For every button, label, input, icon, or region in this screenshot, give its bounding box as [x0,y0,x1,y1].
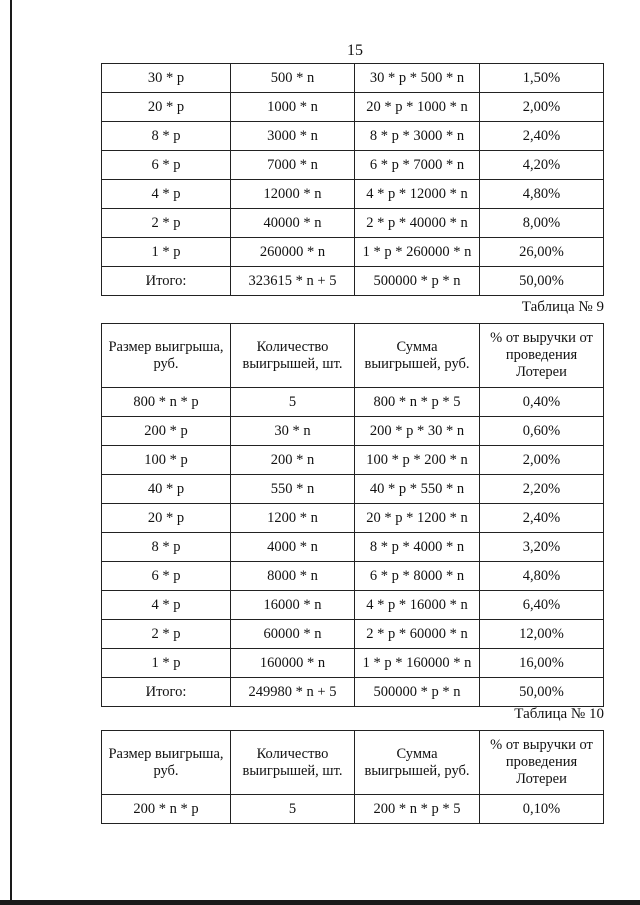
prize-count-cell: 260000 * n [231,238,355,267]
revenue-percent-cell: 2,40% [480,504,604,533]
table-row [102,238,604,267]
prize-size-cell: 4 * p [102,591,231,620]
prize-sum-cell: 500000 * p * n [355,678,480,707]
table-10 [101,730,604,824]
prize-count-cell: 200 * n [231,446,355,475]
prize-count-cell: 249980 * n + 5 [231,678,355,707]
prize-sum-cell: 20 * p * 1200 * n [355,504,480,533]
table-row [102,533,604,562]
table-row [102,562,604,591]
prize-size-cell: 20 * p [102,504,231,533]
table-row [102,649,604,678]
prize-size-cell: 30 * p [102,64,231,93]
prize-size-cell: 1 * p [102,649,231,678]
page-number: 15 [347,42,363,59]
prize-count-cell: 40000 * n [231,209,355,238]
scan-edge-bottom [0,900,640,905]
table-row [102,388,604,417]
revenue-percent-cell: 3,20% [480,533,604,562]
prize-count-cell: 1200 * n [231,504,355,533]
prize-count-cell: 160000 * n [231,649,355,678]
table-10-caption: Таблица № 10 [514,706,604,722]
prize-count-cell: 323615 * n + 5 [231,267,355,296]
table-row [102,795,604,824]
prize-sum-cell: 800 * n * p * 5 [355,388,480,417]
prize-size-cell: 800 * n * p [102,388,231,417]
prize-sum-cell: 1 * p * 160000 * n [355,649,480,678]
prize-count-cell: 5 [231,795,355,824]
prize-sum-cell: 200 * p * 30 * n [355,417,480,446]
table-row [102,93,604,122]
table-row [102,475,604,504]
table-row [102,504,604,533]
table-row [102,267,604,296]
prize-count-cell: 12000 * n [231,180,355,209]
revenue-percent-cell: 6,40% [480,591,604,620]
prize-sum-cell: 4 * p * 16000 * n [355,591,480,620]
prize-sum-cell: 20 * p * 1000 * n [355,93,480,122]
revenue-percent-cell: 16,00% [480,649,604,678]
prize-size-cell: 8 * p [102,122,231,151]
revenue-percent-cell: 2,00% [480,446,604,475]
prize-count-cell: 16000 * n [231,591,355,620]
revenue-percent-cell: 50,00% [480,678,604,707]
table-row [102,446,604,475]
revenue-percent-cell: 8,00% [480,209,604,238]
prize-size-cell: 100 * p [102,446,231,475]
revenue-percent-cell: 0,60% [480,417,604,446]
revenue-percent-cell: 2,00% [480,93,604,122]
prize-sum-cell: 200 * n * p * 5 [355,795,480,824]
table-row [102,591,604,620]
header-row [102,731,604,795]
table-row [102,417,604,446]
prize-size-cell: 2 * p [102,620,231,649]
header-prize-sum: Сумма выигрышей, руб. [355,324,480,388]
prize-sum-cell: 6 * p * 7000 * n [355,151,480,180]
prize-count-cell: 550 * n [231,475,355,504]
prize-sum-cell: 2 * p * 60000 * n [355,620,480,649]
prize-sum-cell: 4 * p * 12000 * n [355,180,480,209]
header-prize-size: Размер выигрыша, руб. [102,731,231,795]
revenue-percent-cell: 0,40% [480,388,604,417]
prize-size-cell: 1 * p [102,238,231,267]
revenue-percent-cell: 50,00% [480,267,604,296]
prize-sum-cell: 8 * p * 4000 * n [355,533,480,562]
prize-sum-cell: 1 * p * 260000 * n [355,238,480,267]
prize-size-cell: Итого: [102,267,231,296]
table-row [102,678,604,707]
prize-sum-cell: 100 * p * 200 * n [355,446,480,475]
prize-count-cell: 7000 * n [231,151,355,180]
prize-size-cell: 4 * p [102,180,231,209]
table-row [102,122,604,151]
prize-sum-cell: 2 * p * 40000 * n [355,209,480,238]
revenue-percent-cell: 2,20% [480,475,604,504]
prize-size-cell: Итого: [102,678,231,707]
header-revenue-percent: % от выручки от проведения Лотереи [480,731,604,795]
table-8-continued [101,63,604,296]
prize-size-cell: 6 * p [102,151,231,180]
prize-size-cell: 20 * p [102,93,231,122]
prize-size-cell: 8 * p [102,533,231,562]
prize-size-cell: 6 * p [102,562,231,591]
header-revenue-percent: % от выручки от проведения Лотереи [480,324,604,388]
header-prize-count: Количество выигрышей, шт. [231,731,355,795]
prize-count-cell: 4000 * n [231,533,355,562]
prize-sum-cell: 30 * p * 500 * n [355,64,480,93]
revenue-percent-cell: 1,50% [480,64,604,93]
prize-sum-cell: 40 * p * 550 * n [355,475,480,504]
table-9 [101,323,604,707]
revenue-percent-cell: 4,80% [480,562,604,591]
prize-sum-cell: 6 * p * 8000 * n [355,562,480,591]
revenue-percent-cell: 2,40% [480,122,604,151]
table-row [102,620,604,649]
prize-size-cell: 40 * p [102,475,231,504]
header-prize-size: Размер выигрыша, руб. [102,324,231,388]
prize-count-cell: 3000 * n [231,122,355,151]
header-row [102,324,604,388]
prize-count-cell: 8000 * n [231,562,355,591]
prize-size-cell: 200 * n * p [102,795,231,824]
prize-count-cell: 60000 * n [231,620,355,649]
revenue-percent-cell: 26,00% [480,238,604,267]
prize-count-cell: 1000 * n [231,93,355,122]
header-prize-sum: Сумма выигрышей, руб. [355,731,480,795]
table-9-caption: Таблица № 9 [521,299,604,315]
header-prize-count: Количество выигрышей, шт. [231,324,355,388]
table-row [102,209,604,238]
table-row [102,180,604,209]
prize-size-cell: 200 * p [102,417,231,446]
prize-sum-cell: 8 * p * 3000 * n [355,122,480,151]
revenue-percent-cell: 4,20% [480,151,604,180]
revenue-percent-cell: 4,80% [480,180,604,209]
prize-count-cell: 500 * n [231,64,355,93]
revenue-percent-cell: 12,00% [480,620,604,649]
prize-size-cell: 2 * p [102,209,231,238]
table-row [102,151,604,180]
prize-count-cell: 30 * n [231,417,355,446]
prize-sum-cell: 500000 * p * n [355,267,480,296]
table-row [102,64,604,93]
revenue-percent-cell: 0,10% [480,795,604,824]
prize-count-cell: 5 [231,388,355,417]
scan-edge-left [10,0,12,905]
